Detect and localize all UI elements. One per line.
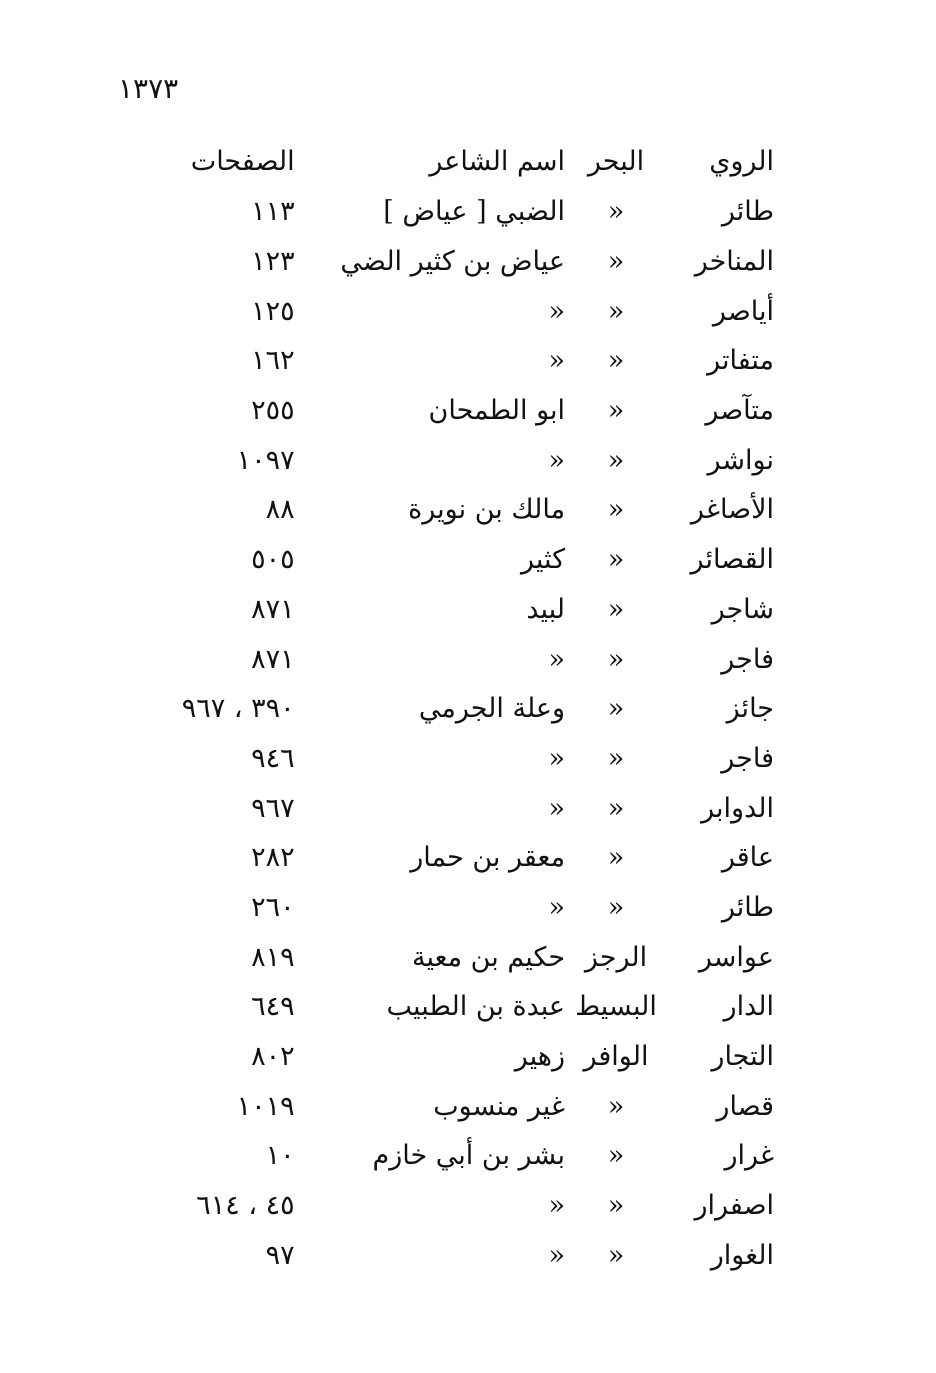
table-row [150, 932, 790, 982]
table-row [150, 237, 790, 287]
cell-poet: حكيم بن معية [411, 941, 566, 973]
cell-poet: « [548, 643, 566, 675]
cell-pages: ١٢٥ [251, 295, 295, 327]
cell-pages: ٣٩٠ ، ٩٦٧ [181, 693, 295, 725]
table-row [150, 1081, 790, 1131]
cell-rawi: عاقر [721, 842, 774, 874]
cell-pages: ١٢٣ [251, 246, 295, 278]
cell-poet: مالك بن نويرة [408, 494, 566, 526]
cell-pages: ١٠١٩ [236, 1090, 295, 1122]
table-row [150, 187, 790, 237]
rhyme-index-table [150, 135, 790, 1280]
table-header [150, 135, 790, 187]
page-number: ١٣٧٣ [118, 72, 179, 105]
table-row [150, 485, 790, 535]
cell-bahr: « [607, 345, 625, 377]
cell-bahr: « [607, 891, 625, 923]
cell-pages: ٢٨٢ [251, 842, 295, 874]
cell-poet: لبيد [526, 593, 566, 625]
table-row [150, 1230, 790, 1280]
cell-poet: « [548, 792, 566, 824]
cell-bahr: « [607, 246, 625, 278]
cell-poet: الضبي [ عياض ] [383, 196, 566, 228]
cell-rawi: شاجر [711, 593, 774, 625]
table-row [150, 535, 790, 585]
cell-poet: « [548, 742, 566, 774]
cell-poet: « [548, 345, 566, 377]
cell-poet: معقر بن حمار [410, 842, 566, 874]
cell-pages: ٤٥ ، ٦١٤ [196, 1190, 295, 1222]
table-row [150, 386, 790, 436]
table-row [150, 734, 790, 784]
cell-pages: ٨٧١ [251, 593, 295, 625]
header-rawi: الروي [709, 145, 774, 177]
cell-rawi: متفاتر [707, 345, 774, 377]
header-pages: الصفحات [190, 145, 295, 177]
cell-pages: ١٠٩٧ [236, 444, 295, 476]
cell-pages: ٨٨ [265, 494, 295, 526]
cell-rawi: جائز [726, 693, 774, 725]
cell-rawi: اصفرار [694, 1190, 774, 1222]
cell-bahr: الوافر [583, 1041, 649, 1073]
cell-poet: زهير [514, 1041, 566, 1073]
cell-rawi: المناخر [694, 246, 774, 278]
cell-bahr: « [607, 742, 625, 774]
cell-poet: بشر بن أبي خازم [372, 1140, 566, 1172]
cell-bahr: « [607, 1090, 625, 1122]
table-row [150, 634, 790, 684]
cell-pages: ٨١٩ [251, 941, 295, 973]
cell-poet: غير منسوب [433, 1090, 566, 1122]
cell-poet: « [548, 1190, 566, 1222]
cell-poet: وعلة الجرمي [418, 693, 566, 725]
cell-rawi: الدار [723, 991, 774, 1023]
cell-bahr: « [607, 842, 625, 874]
cell-rawi: التجار [711, 1041, 774, 1073]
cell-rawi: عواسر [698, 941, 774, 973]
cell-pages: ٦٤٩ [251, 991, 295, 1023]
cell-pages: ٢٦٠ [251, 891, 295, 923]
table-row [150, 286, 790, 336]
cell-rawi: الغوار [710, 1239, 774, 1271]
cell-bahr: « [607, 593, 625, 625]
table-row [150, 1131, 790, 1181]
cell-poet: « [548, 444, 566, 476]
cell-rawi: الدوابر [701, 792, 774, 824]
cell-rawi: فاجر [721, 742, 774, 774]
cell-bahr: البسيط [575, 991, 657, 1023]
cell-pages: ٩٤٦ [251, 742, 295, 774]
table-row [150, 833, 790, 883]
header-bahr: البحر [587, 145, 645, 177]
cell-pages: ٢٥٥ [251, 395, 295, 427]
cell-bahr: « [607, 295, 625, 327]
header-row [150, 135, 790, 187]
cell-bahr: الرجز [584, 941, 648, 973]
cell-rawi: نواشر [707, 444, 774, 476]
cell-bahr: « [607, 1190, 625, 1222]
cell-bahr: « [607, 693, 625, 725]
table-row [150, 435, 790, 485]
cell-poet: عياض بن كثير الضي [340, 246, 566, 278]
cell-bahr: « [607, 544, 625, 576]
cell-bahr: « [607, 1239, 625, 1271]
cell-pages: ٨٠٢ [251, 1041, 295, 1073]
cell-poet: « [548, 1239, 566, 1271]
cell-pages: ١١٣ [251, 196, 295, 228]
table-row [150, 883, 790, 933]
cell-bahr: « [607, 792, 625, 824]
cell-pages: ٩٦٧ [251, 792, 295, 824]
cell-pages: ٩٧ [265, 1239, 295, 1271]
cell-poet: كثير [521, 544, 566, 576]
cell-rawi: فاجر [721, 643, 774, 675]
cell-rawi: طائر [721, 891, 774, 923]
table-body [150, 187, 790, 1280]
cell-bahr: « [607, 643, 625, 675]
header-poet: اسم الشاعر [429, 145, 566, 177]
cell-rawi: متآصر [705, 395, 774, 427]
cell-rawi: القصائر [690, 544, 774, 576]
table-row [150, 982, 790, 1032]
cell-bahr: « [607, 196, 625, 228]
table-row [150, 783, 790, 833]
cell-rawi: غرار [724, 1140, 774, 1172]
table-row [150, 585, 790, 635]
cell-pages: ١٠ [265, 1140, 295, 1172]
cell-bahr: « [607, 395, 625, 427]
table-row [150, 336, 790, 386]
table-row [150, 684, 790, 734]
cell-bahr: « [607, 1140, 625, 1172]
cell-rawi: الأصاغر [690, 494, 774, 526]
cell-pages: ١٦٢ [251, 345, 295, 377]
cell-rawi: أياصر [712, 295, 774, 327]
table-row [150, 1032, 790, 1082]
cell-poet: « [548, 295, 566, 327]
cell-poet: عبدة بن الطبيب [386, 991, 566, 1023]
cell-pages: ٥٠٥ [251, 544, 295, 576]
cell-poet: ابو الطمحان [428, 395, 566, 427]
table-row [150, 1181, 790, 1231]
cell-rawi: طائر [721, 196, 774, 228]
cell-poet: « [548, 891, 566, 923]
cell-pages: ٨٧١ [251, 643, 295, 675]
cell-bahr: « [607, 494, 625, 526]
cell-bahr: « [607, 444, 625, 476]
cell-rawi: قصار [716, 1090, 774, 1122]
